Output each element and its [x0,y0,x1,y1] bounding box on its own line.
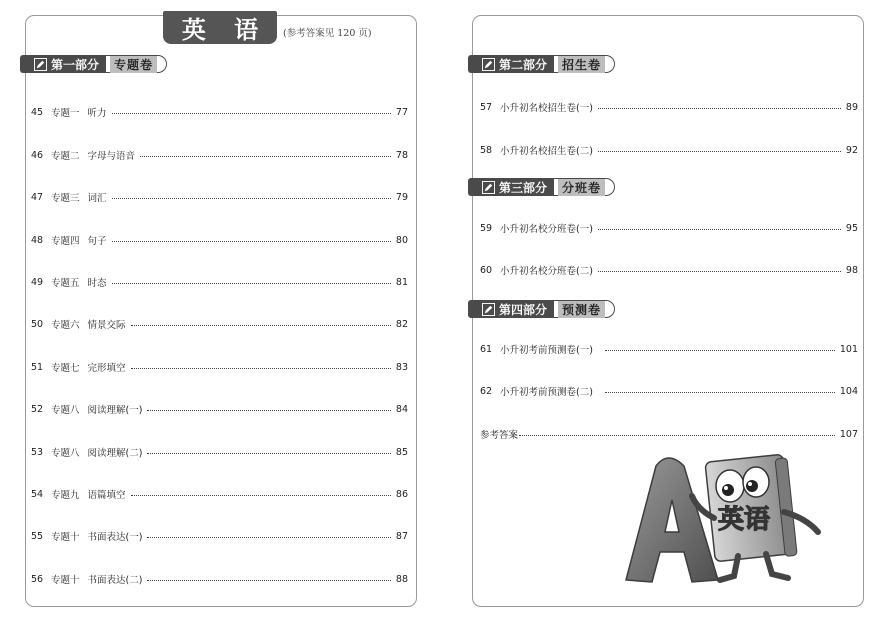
section-label: 第一部分 [51,57,100,72]
item-category: 专题四 [51,236,80,247]
item-number: 48 [31,234,44,246]
section-name: 专题卷 [110,56,157,73]
item-title: 时态 [87,278,107,289]
item-title: 小升初名校分班卷(一) [500,224,593,235]
letter-a-shape [626,458,718,582]
dot-leader [140,156,391,157]
item-category: 专题十 [51,532,80,543]
item-page: 79 [395,191,408,203]
pencil-icon [482,58,495,71]
dot-leader [131,368,391,369]
toc-item-answers[interactable] [480,427,858,441]
item-number: 45 [31,106,44,118]
section-name: 分班卷 [558,179,605,196]
toc-item[interactable] [31,105,408,119]
item-category: 专题八 [51,448,80,459]
toc-item[interactable] [31,487,408,501]
item-category: 专题六 [51,320,80,331]
section-header-part1 [20,55,167,73]
item-page: 88 [395,573,408,585]
dot-leader [598,229,841,230]
section-header-part3 [468,178,615,196]
item-number: 51 [31,361,44,373]
item-number: 55 [31,530,44,542]
item-page: 107 [839,428,858,440]
item-number: 58 [480,144,493,156]
toc-item[interactable] [480,263,858,277]
section-name: 预测卷 [558,301,605,318]
item-category: 专题二 [51,151,80,162]
item-page: 77 [395,106,408,118]
section-label: 第二部分 [499,57,548,72]
item-page: 84 [395,403,408,415]
item-number: 54 [31,488,44,500]
dot-leader [131,495,391,496]
pencil-icon [34,58,47,71]
book-cover-text: 英语 [718,505,771,535]
item-page: 78 [395,149,408,161]
dot-leader [147,453,390,454]
item-number: 57 [480,101,493,113]
item-category: 专题九 [51,490,80,501]
item-page: 81 [395,276,408,288]
toc-item[interactable] [31,402,408,416]
section-label: 第四部分 [499,302,548,317]
item-page: 87 [395,530,408,542]
left-page [25,15,417,607]
item-title: 阅读理解(二) [87,448,143,459]
item-number: 50 [31,318,44,330]
dot-leader [598,271,841,272]
section-header-part2 [468,55,615,73]
item-title: 书面表达(二) [87,575,143,586]
section-name: 招生卷 [558,56,605,73]
item-title: 听力 [87,108,107,119]
item-number: 59 [480,222,493,234]
item-page: 82 [395,318,408,330]
item-number: 46 [31,149,44,161]
toc-item[interactable] [31,275,408,289]
item-page: 86 [395,488,408,500]
item-title: 小升初名校招生卷(二) [500,146,593,157]
item-category: 专题七 [51,363,80,374]
dot-leader [112,113,391,114]
item-category: 专题五 [51,278,80,289]
item-page: 95 [845,222,858,234]
item-category: 专题八 [51,405,80,416]
item-number: 49 [31,276,44,288]
dot-leader [598,108,841,109]
item-category: 专题三 [51,193,80,204]
item-title: 参考答案 [480,430,519,441]
reference-note: (参考答案见 120 页) [283,28,372,39]
toc-item[interactable] [31,360,408,374]
item-number: 61 [480,343,493,355]
toc-item[interactable] [31,445,408,459]
item-page: 92 [845,144,858,156]
item-number: 53 [31,446,44,458]
toc-item[interactable] [480,342,858,356]
toc-item[interactable] [480,143,858,157]
item-page: 83 [395,361,408,373]
section-header-part4 [468,300,615,318]
dot-leader [112,198,391,199]
item-number: 47 [31,191,44,203]
item-title: 阅读理解(一) [87,405,143,416]
item-category: 专题十 [51,575,80,586]
mascot-illustration [618,448,833,590]
dot-leader [605,392,835,393]
section-label: 第三部分 [499,180,548,195]
item-title: 情景交际 [87,320,126,331]
pencil-icon [482,181,495,194]
dot-leader [147,537,390,538]
toc-item[interactable] [480,221,858,235]
dot-leader [147,580,390,581]
item-number: 52 [31,403,44,415]
dot-leader [112,283,391,284]
dot-leader [519,435,835,436]
item-number: 62 [480,385,493,397]
item-title: 字母与语音 [87,151,136,162]
item-page: 89 [845,101,858,113]
item-number: 60 [480,264,493,276]
item-number: 56 [31,573,44,585]
item-title: 小升初考前预测卷(二) [500,387,593,398]
item-title: 书面表达(一) [87,532,143,543]
pencil-icon [482,303,495,316]
item-title: 完形填空 [87,363,126,374]
item-title: 小升初考前预测卷(一) [500,345,593,356]
dot-leader [112,241,391,242]
toc-item[interactable] [31,190,408,204]
toc-item[interactable] [31,148,408,162]
item-page: 80 [395,234,408,246]
item-page: 85 [395,446,408,458]
item-title: 小升初名校招生卷(一) [500,103,593,114]
item-title: 词汇 [87,193,107,204]
dot-leader [598,151,841,152]
page-title: 英 语 [163,11,277,44]
toc-item[interactable] [31,529,408,543]
item-page: 104 [839,385,858,397]
item-page: 98 [845,264,858,276]
toc-item[interactable] [31,572,408,586]
item-title: 语篇填空 [87,490,126,501]
dot-leader [131,325,391,326]
toc-item[interactable] [480,384,858,398]
dot-leader [605,350,835,351]
dot-leader [147,410,390,411]
item-page: 101 [839,343,858,355]
toc-item[interactable] [31,317,408,331]
toc-item[interactable] [480,100,858,114]
toc-item[interactable] [31,233,408,247]
item-title: 小升初名校分班卷(二) [500,266,593,277]
item-title: 句子 [87,236,107,247]
item-category: 专题一 [51,108,80,119]
